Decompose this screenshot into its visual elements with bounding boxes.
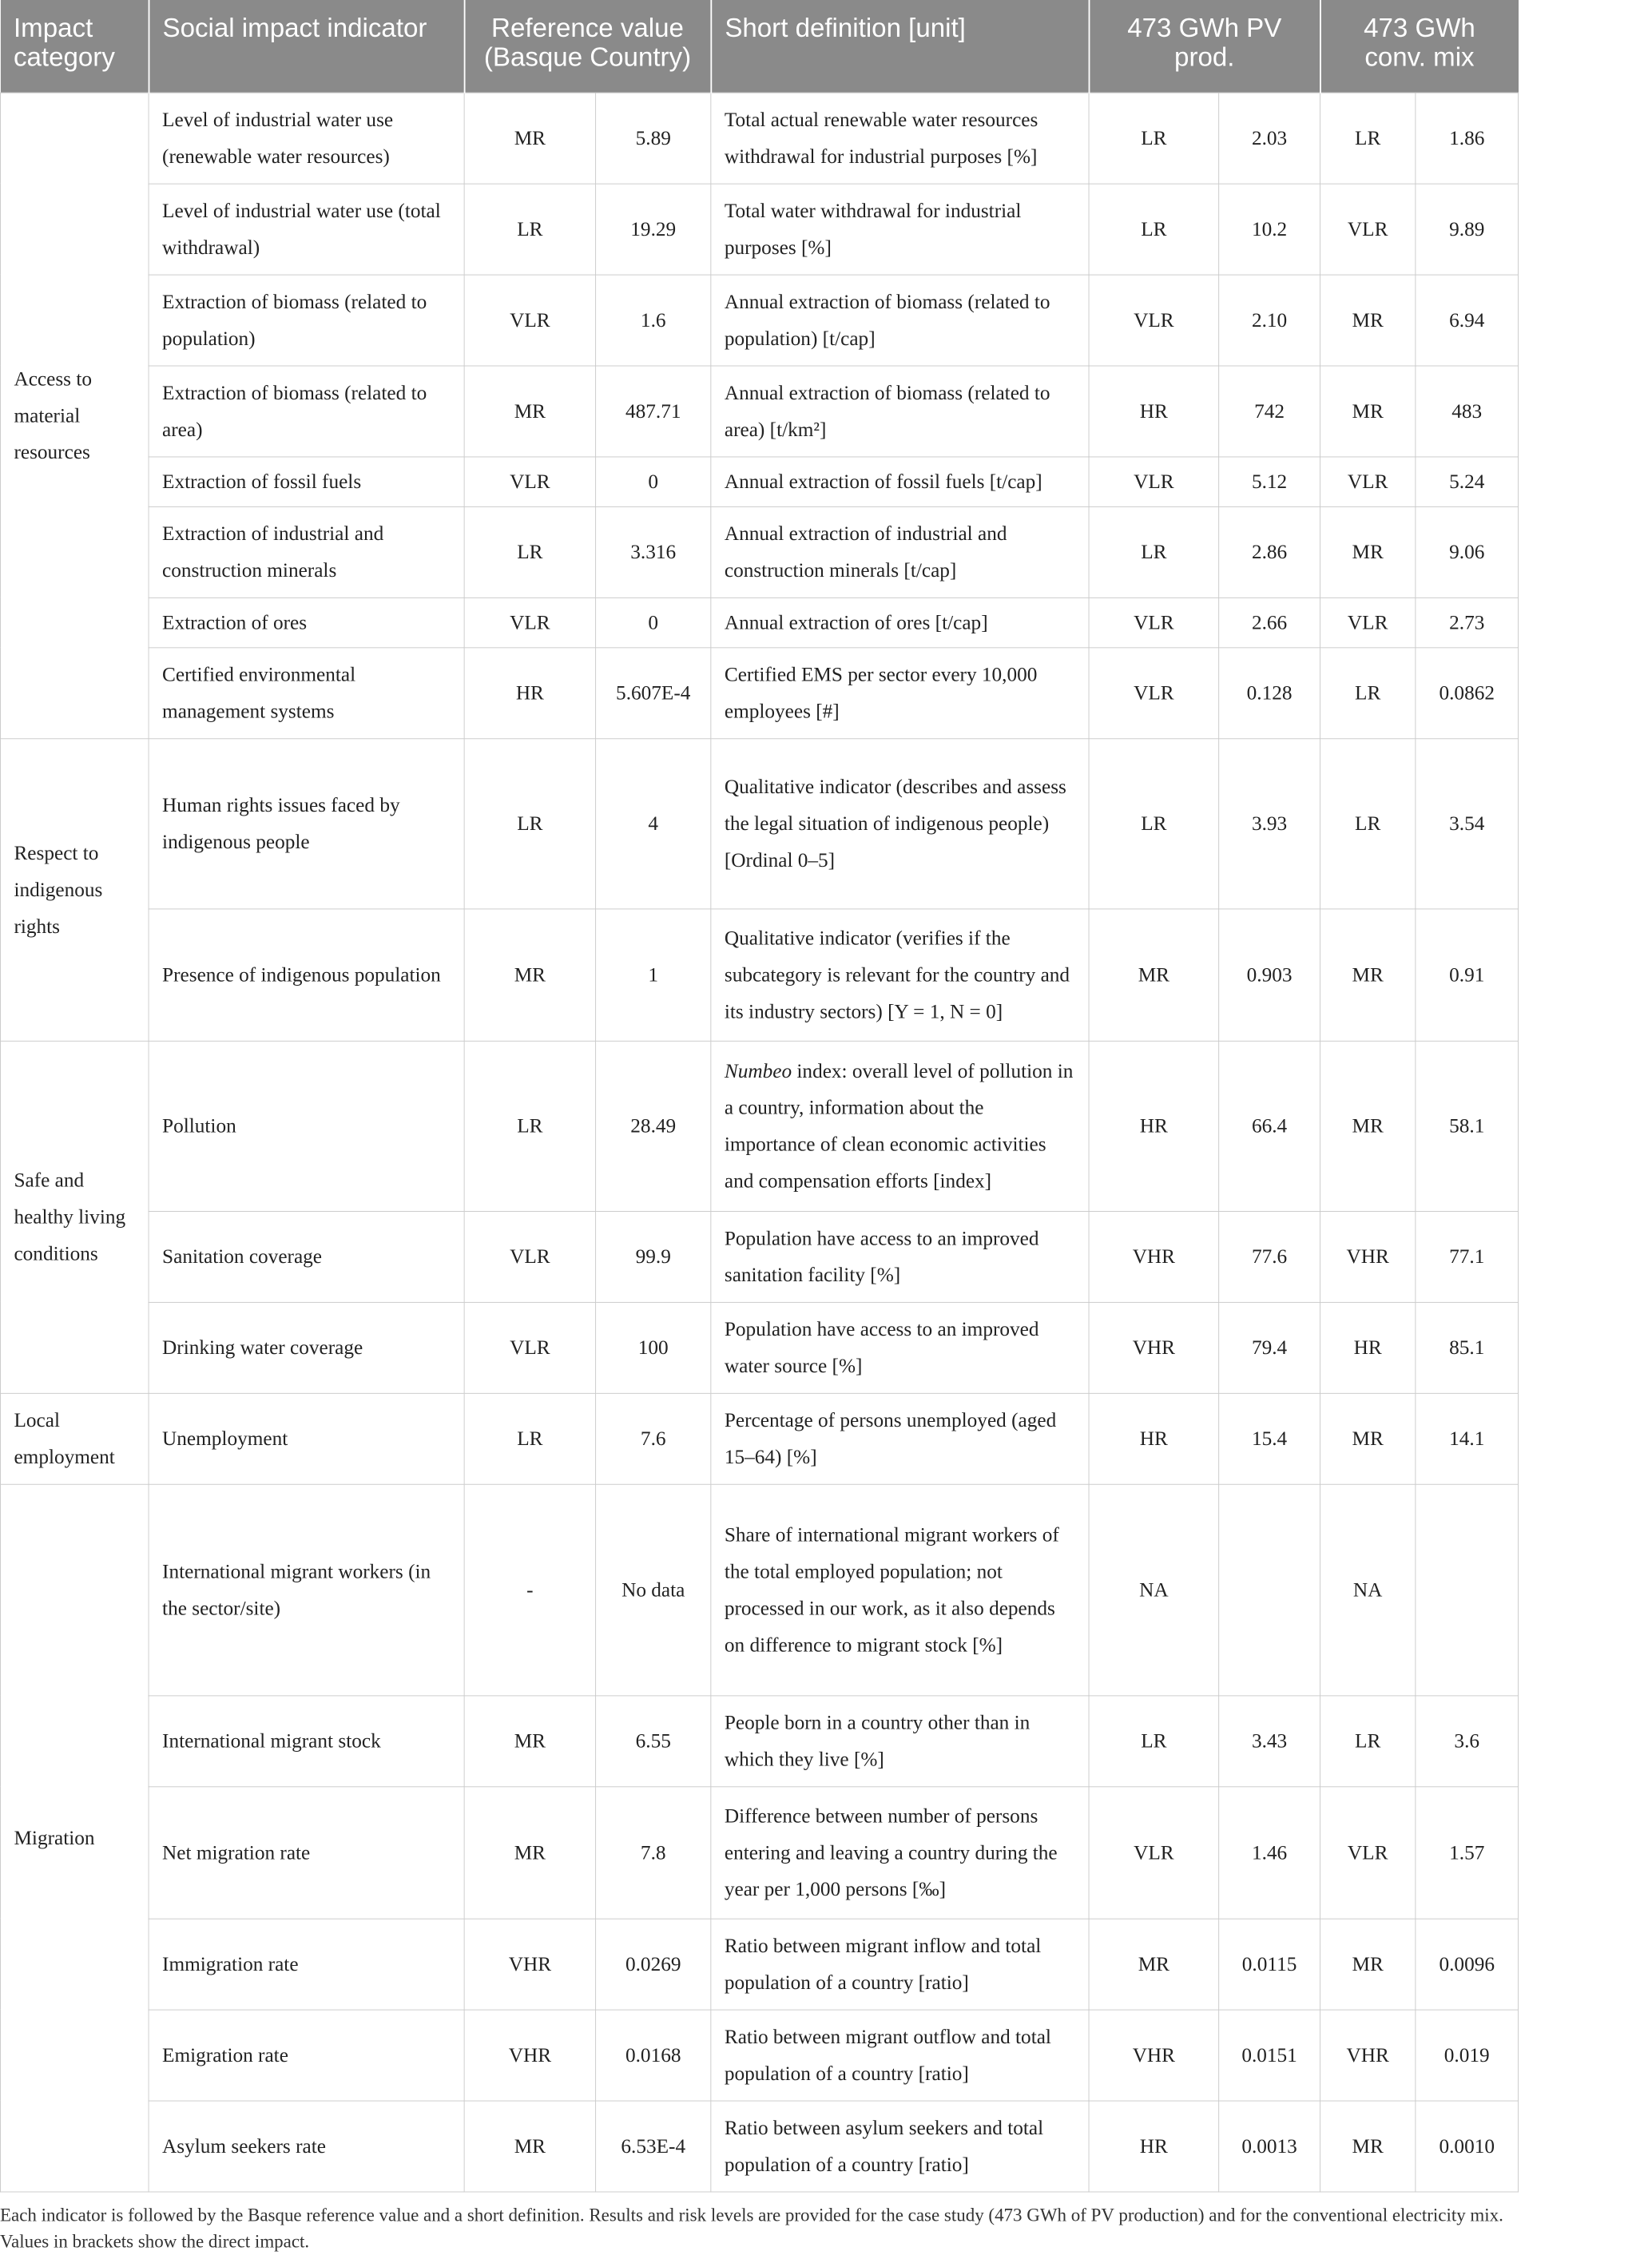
table-row: [0, 1211, 1518, 1302]
indicator-cell: Level of industrial water use (renewable water resources): [149, 93, 464, 184]
conv-risk-cell: MR: [1320, 1919, 1415, 2010]
reference-risk-cell: MR: [464, 1695, 595, 1786]
impact-category-cell: Respect to indigenous rights: [0, 738, 149, 1041]
conv-value-cell: 0.91: [1416, 908, 1519, 1040]
indicator-cell: Extraction of fossil fuels: [149, 456, 464, 506]
indicator-cell: Level of industrial water use (total withdrawal): [149, 184, 464, 275]
definition-text: Total water withdrawal for industrial purposes [%]: [724, 198, 1022, 259]
definition-cell: [711, 1211, 1089, 1302]
pv-value-cell: 3.43: [1219, 1695, 1320, 1786]
reference-value-cell: 5.89: [596, 93, 711, 184]
definition-cell: [711, 1919, 1089, 2010]
indicator-cell: Emigration rate: [149, 2010, 464, 2101]
definition-text: Population have access to an improved sanitation facility [%]: [724, 1226, 1039, 1286]
table-row: [0, 1484, 1518, 1696]
conv-value-cell: 1.86: [1416, 93, 1519, 184]
definition-cell: [711, 1041, 1089, 1211]
pv-risk-cell: VLR: [1089, 597, 1219, 647]
definition-text: People born in a country other than in which they live [%]: [724, 1710, 1031, 1771]
conv-value-cell: 9.89: [1416, 184, 1519, 275]
table-row: [0, 597, 1518, 647]
impact-category-cell: Access to material resources: [0, 93, 149, 739]
reference-value-cell: 6.55: [596, 1695, 711, 1786]
table-row: [0, 738, 1518, 908]
indicator-cell: Extraction of biomass (related to population): [149, 275, 464, 366]
conv-value-cell: 6.94: [1416, 275, 1519, 366]
table-row: [0, 93, 1518, 184]
pv-value-cell: 0.0115: [1219, 1919, 1320, 2010]
table-row: [0, 908, 1518, 1040]
pv-risk-cell: VLR: [1089, 456, 1219, 506]
reference-risk-cell: LR: [464, 1041, 595, 1211]
conv-value-cell: 58.1: [1416, 1041, 1519, 1211]
conv-risk-cell: VHR: [1320, 2010, 1415, 2101]
definition-text: Ratio between asylum seekers and total population of a country [ratio]: [724, 2115, 1044, 2176]
pv-risk-cell: HR: [1089, 2101, 1219, 2192]
conv-risk-cell: VLR: [1320, 456, 1415, 506]
definition-cell: [711, 1786, 1089, 1918]
pv-value-cell: 5.12: [1219, 456, 1320, 506]
pv-risk-cell: VLR: [1089, 1786, 1219, 1918]
conv-value-cell: 5.24: [1416, 456, 1519, 506]
definition-text: Qualitative indicator (verifies if the subcategory is relevant for the country and its industry sectors) [Y = 1, N = 0]: [724, 926, 1070, 1022]
definition-cell: [711, 738, 1089, 908]
definition-cell: [711, 2010, 1089, 2101]
definition-cell: [711, 184, 1089, 275]
definition-text: Annual extraction of ores [t/cap]: [724, 610, 988, 633]
pv-value-cell: 2.86: [1219, 506, 1320, 597]
conv-value-cell: 1.57: [1416, 1786, 1519, 1918]
pv-value-cell: 77.6: [1219, 1211, 1320, 1302]
conv-value-cell: 0.0010: [1416, 2101, 1519, 2192]
reference-risk-cell: LR: [464, 1393, 595, 1484]
reference-value-cell: 487.71: [596, 366, 711, 457]
table-row: [0, 275, 1518, 366]
pv-risk-cell: MR: [1089, 1919, 1219, 2010]
conv-value-cell: 3.54: [1416, 738, 1519, 908]
table-row: [0, 1393, 1518, 1484]
pv-value-cell: [1219, 1484, 1320, 1696]
definition-text: Annual extraction of biomass (related to area) [t/km²]: [724, 380, 1050, 441]
conv-risk-cell: MR: [1320, 1041, 1415, 1211]
conv-risk-cell: HR: [1320, 1302, 1415, 1393]
reference-value-cell: 0: [596, 456, 711, 506]
indicator-cell: International migrant stock: [149, 1695, 464, 1786]
reference-risk-cell: LR: [464, 738, 595, 908]
pv-risk-cell: VHR: [1089, 1302, 1219, 1393]
pv-risk-cell: HR: [1089, 1393, 1219, 1484]
indicator-cell: Pollution: [149, 1041, 464, 1211]
header-short-definition: Short definition [unit]: [711, 0, 1089, 93]
reference-risk-cell: MR: [464, 366, 595, 457]
pv-risk-cell: HR: [1089, 366, 1219, 457]
pv-risk-cell: LR: [1089, 93, 1219, 184]
indicator-cell: Human rights issues faced by indigenous people: [149, 738, 464, 908]
table-row: [0, 2010, 1518, 2101]
conv-risk-cell: LR: [1320, 738, 1415, 908]
definition-cell: [711, 1393, 1089, 1484]
table-row: [0, 506, 1518, 597]
table-row: [0, 366, 1518, 457]
definition-text: Total actual renewable water resources withdrawal for industrial purposes [%]: [724, 108, 1038, 168]
pv-value-cell: 10.2: [1219, 184, 1320, 275]
reference-value-cell: 6.53E-4: [596, 2101, 711, 2192]
header-reference-value: Reference value (Basque Country): [464, 0, 711, 93]
pv-risk-cell: LR: [1089, 506, 1219, 597]
table-row: [0, 1695, 1518, 1786]
definition-text: index: overall level of pollution in a country, information about the importance of clean economic activities and compensation efforts [index]: [724, 1058, 1074, 1193]
definition-text: Ratio between migrant outflow and total population of a country [ratio]: [724, 2024, 1051, 2085]
indicator-cell: International migrant workers (in the sector/site): [149, 1484, 464, 1696]
reference-risk-cell: VLR: [464, 597, 595, 647]
conv-risk-cell: MR: [1320, 275, 1415, 366]
definition-text: Annual extraction of industrial and construction minerals [t/cap]: [724, 522, 1007, 582]
pv-value-cell: 0.0151: [1219, 2010, 1320, 2101]
definition-cell: [711, 1302, 1089, 1393]
definition-cell: [711, 597, 1089, 647]
reference-value-cell: No data: [596, 1484, 711, 1696]
conv-risk-cell: MR: [1320, 2101, 1415, 2192]
reference-risk-cell: MR: [464, 1786, 595, 1918]
pv-risk-cell: VLR: [1089, 275, 1219, 366]
pv-value-cell: 66.4: [1219, 1041, 1320, 1211]
indicator-cell: Asylum seekers rate: [149, 2101, 464, 2192]
conv-risk-cell: NA: [1320, 1484, 1415, 1696]
definition-text: Population have access to an improved water source [%]: [724, 1317, 1039, 1377]
table-body: [0, 93, 1518, 2192]
reference-risk-cell: HR: [464, 647, 595, 738]
reference-risk-cell: MR: [464, 908, 595, 1040]
reference-value-cell: 4: [596, 738, 711, 908]
reference-risk-cell: -: [464, 1484, 595, 1696]
pv-risk-cell: NA: [1089, 1484, 1219, 1696]
pv-value-cell: 0.0013: [1219, 2101, 1320, 2192]
table-row: [0, 1302, 1518, 1393]
pv-value-cell: 742: [1219, 366, 1320, 457]
indicator-cell: Certified environmental management systems: [149, 647, 464, 738]
conv-risk-cell: VLR: [1320, 1786, 1415, 1918]
conv-risk-cell: MR: [1320, 1393, 1415, 1484]
reference-value-cell: 3.316: [596, 506, 711, 597]
conv-value-cell: 77.1: [1416, 1211, 1519, 1302]
conv-value-cell: 0.0096: [1416, 1919, 1519, 2010]
reference-value-cell: 0.0168: [596, 2010, 711, 2101]
table-row: [0, 1919, 1518, 2010]
pv-value-cell: 2.10: [1219, 275, 1320, 366]
indicator-cell: Extraction of ores: [149, 597, 464, 647]
definition-text: Qualitative indicator (describes and assess the legal situation of indigenous people) [Ordinal 0–5]: [724, 775, 1066, 871]
definition-cell: [711, 1484, 1089, 1696]
definition-cell: [711, 647, 1089, 738]
definition-cell: [711, 1695, 1089, 1786]
pv-risk-cell: LR: [1089, 184, 1219, 275]
reference-risk-cell: VLR: [464, 1302, 595, 1393]
pv-risk-cell: VLR: [1089, 647, 1219, 738]
pv-risk-cell: HR: [1089, 1041, 1219, 1211]
reference-risk-cell: VHR: [464, 1919, 595, 2010]
reference-value-cell: 1.6: [596, 275, 711, 366]
definition-cell: [711, 93, 1089, 184]
header-pv-production: 473 GWh PV prod.: [1089, 0, 1320, 93]
pv-value-cell: 0.903: [1219, 908, 1320, 1040]
conv-risk-cell: MR: [1320, 506, 1415, 597]
definition-cell: [711, 506, 1089, 597]
conv-risk-cell: VLR: [1320, 184, 1415, 275]
reference-value-cell: 7.6: [596, 1393, 711, 1484]
conv-value-cell: 0.019: [1416, 2010, 1519, 2101]
pv-value-cell: 0.128: [1219, 647, 1320, 738]
reference-risk-cell: LR: [464, 184, 595, 275]
definition-text: Certified EMS per sector every 10,000 employees [#]: [724, 662, 1038, 723]
impact-category-cell: Migration: [0, 1484, 149, 2192]
pv-risk-cell: LR: [1089, 1695, 1219, 1786]
conv-risk-cell: LR: [1320, 93, 1415, 184]
definition-cell: [711, 908, 1089, 1040]
reference-risk-cell: VLR: [464, 275, 595, 366]
conv-value-cell: 9.06: [1416, 506, 1519, 597]
reference-value-cell: 7.8: [596, 1786, 711, 1918]
conv-risk-cell: MR: [1320, 366, 1415, 457]
reference-value-cell: 0: [596, 597, 711, 647]
conv-value-cell: 0.0862: [1416, 647, 1519, 738]
conv-value-cell: 14.1: [1416, 1393, 1519, 1484]
table-footnote: Each indicator is followed by the Basque reference value and a short definition. Results and risk levels are provided for the case study (473 GWh of PV production) and for the conventional electricity mix. Values in brackets show the direct impact.: [0, 2205, 1503, 2252]
conv-value-cell: 85.1: [1416, 1302, 1519, 1393]
indicator-cell: Net migration rate: [149, 1786, 464, 1918]
impact-category-cell: Local employment: [0, 1393, 149, 1484]
definition-text: Annual extraction of biomass (related to population) [t/cap]: [724, 289, 1050, 350]
reference-value-cell: 28.49: [596, 1041, 711, 1211]
table-row: [0, 184, 1518, 275]
pv-value-cell: 79.4: [1219, 1302, 1320, 1393]
reference-risk-cell: VLR: [464, 1211, 595, 1302]
conv-value-cell: 3.6: [1416, 1695, 1519, 1786]
definition-cell: [711, 275, 1089, 366]
table-row: [0, 1786, 1518, 1918]
conv-risk-cell: VLR: [1320, 597, 1415, 647]
definition-text: Share of international migrant workers of the total employed population; not processed in our work, as it also depends on difference to migrant stock [%]: [724, 1523, 1059, 1656]
reference-value-cell: 99.9: [596, 1211, 711, 1302]
pv-value-cell: 15.4: [1219, 1393, 1320, 1484]
reference-value-cell: 0.0269: [596, 1919, 711, 2010]
conv-risk-cell: LR: [1320, 1695, 1415, 1786]
pv-value-cell: 1.46: [1219, 1786, 1320, 1918]
reference-value-cell: 5.607E-4: [596, 647, 711, 738]
table-row: [0, 647, 1518, 738]
definition-cell: [711, 2101, 1089, 2192]
definition-text: Difference between number of persons entering and leaving a country during the year per 1,000 persons [‰]: [724, 1804, 1058, 1900]
conv-risk-cell: LR: [1320, 647, 1415, 738]
pv-risk-cell: MR: [1089, 908, 1219, 1040]
definition-text: Ratio between migrant inflow and total population of a country [ratio]: [724, 1934, 1042, 1994]
header-social-impact-indicator: Social impact indicator: [149, 0, 464, 93]
pv-risk-cell: VHR: [1089, 1211, 1219, 1302]
conv-risk-cell: VHR: [1320, 1211, 1415, 1302]
pv-value-cell: 2.66: [1219, 597, 1320, 647]
header-row: [0, 0, 1518, 93]
definition-cell: [711, 366, 1089, 457]
definition-text: Percentage of persons unemployed (aged 15–64) [%]: [724, 1408, 1057, 1468]
header-conventional-mix: 473 GWh conv. mix: [1320, 0, 1518, 93]
conv-value-cell: 2.73: [1416, 597, 1519, 647]
header-impact-category: Impact category: [0, 0, 149, 93]
reference-risk-cell: MR: [464, 93, 595, 184]
pv-value-cell: 2.03: [1219, 93, 1320, 184]
indicator-cell: Presence of indigenous population: [149, 908, 464, 1040]
reference-risk-cell: LR: [464, 506, 595, 597]
reference-risk-cell: VHR: [464, 2010, 595, 2101]
reference-value-cell: 19.29: [596, 184, 711, 275]
conv-value-cell: [1416, 1484, 1519, 1696]
definition-italic-text: Numbeo: [724, 1058, 792, 1082]
reference-risk-cell: VLR: [464, 456, 595, 506]
table-row: [0, 1041, 1518, 1211]
indicator-cell: Extraction of biomass (related to area): [149, 366, 464, 457]
indicator-cell: Immigration rate: [149, 1919, 464, 2010]
conv-risk-cell: MR: [1320, 908, 1415, 1040]
indicator-cell: Extraction of industrial and construction minerals: [149, 506, 464, 597]
table-row: [0, 456, 1518, 506]
definition-text: Annual extraction of fossil fuels [t/cap]: [724, 470, 1042, 493]
definition-cell: [711, 456, 1089, 506]
pv-risk-cell: VHR: [1089, 2010, 1219, 2101]
indicator-cell: Unemployment: [149, 1393, 464, 1484]
pv-value-cell: 3.93: [1219, 738, 1320, 908]
reference-risk-cell: MR: [464, 2101, 595, 2192]
reference-value-cell: 100: [596, 1302, 711, 1393]
conv-value-cell: 483: [1416, 366, 1519, 457]
indicator-cell: Sanitation coverage: [149, 1211, 464, 1302]
indicator-cell: Drinking water coverage: [149, 1302, 464, 1393]
pv-risk-cell: LR: [1089, 738, 1219, 908]
impact-category-cell: Safe and healthy living conditions: [0, 1041, 149, 1393]
reference-value-cell: 1: [596, 908, 711, 1040]
table-row: [0, 2101, 1518, 2192]
